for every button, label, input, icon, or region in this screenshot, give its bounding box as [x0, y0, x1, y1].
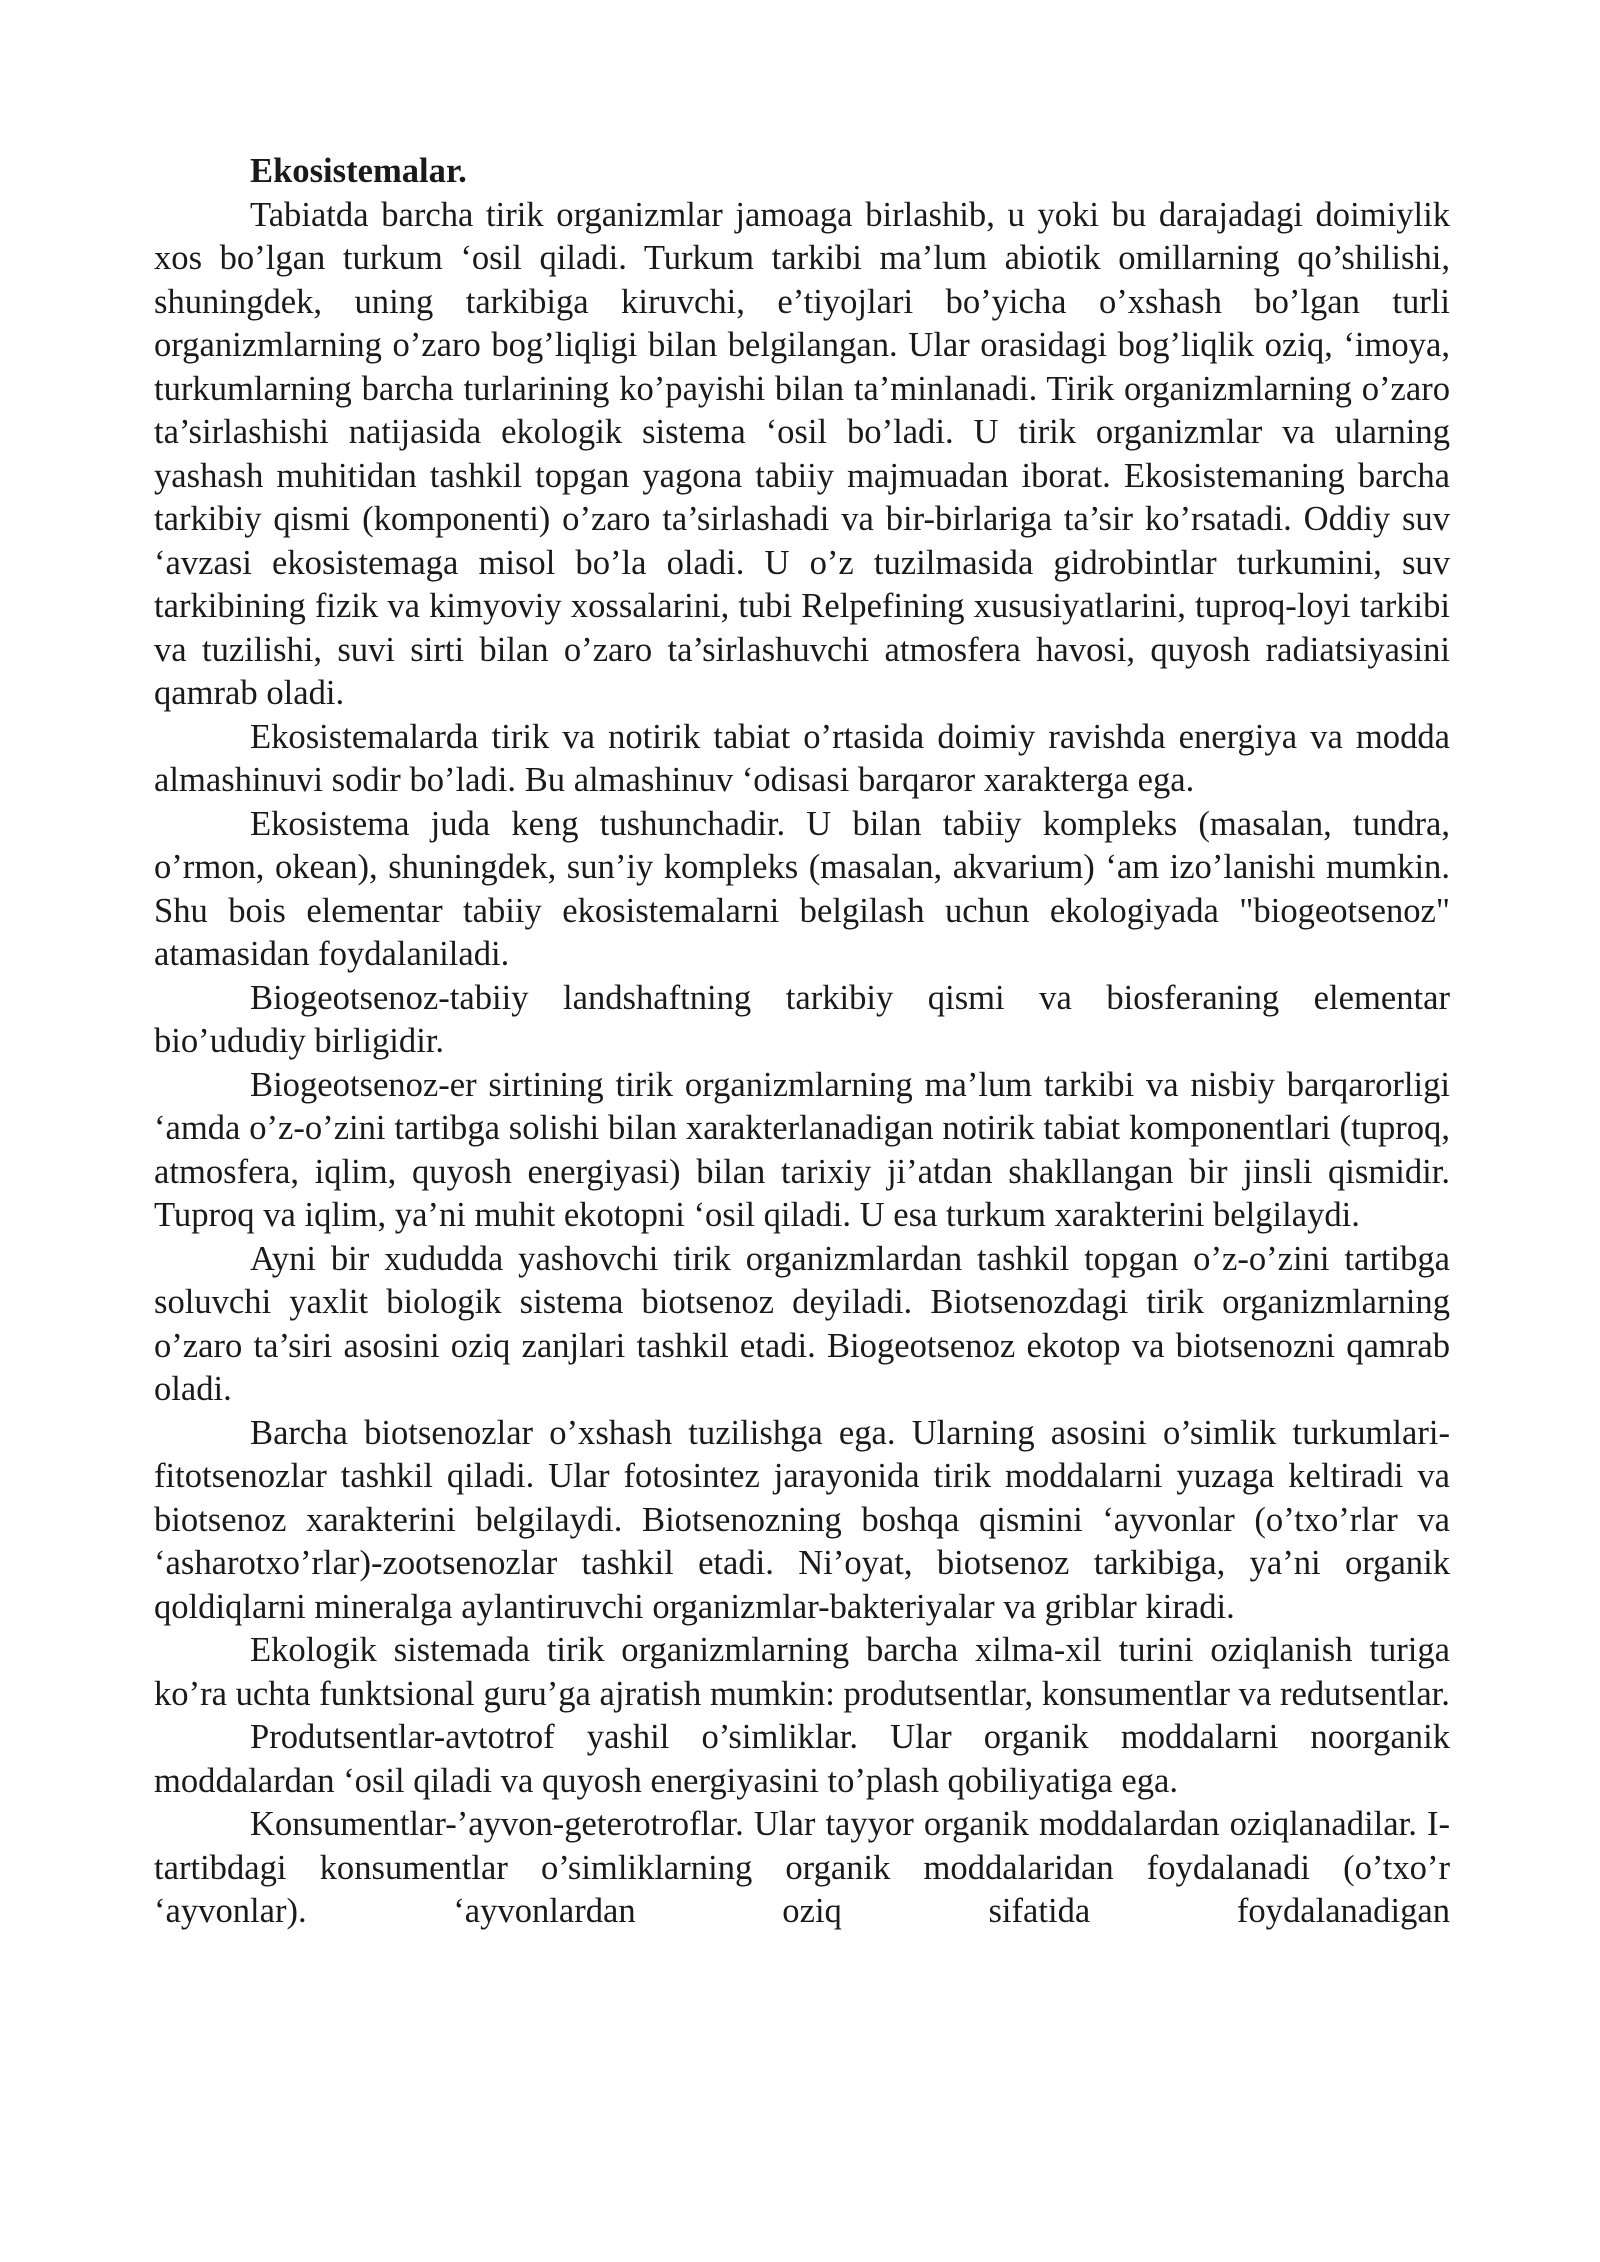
paragraph-6: Ayni bir xududda yashovchi tirik organizmlardan tashkil topgan o’z-o’zini tartibga soluvchi yaxlit biologik sistema biotsenoz deyiladi. Biotsenozdagi tirik organizmlarning o’zaro ta’siri asosini oziq zanjlari tashkil etadi. Biogeotsenoz ekotop va biotsenozni qamrab oladi.: [154, 1239, 1450, 1408]
document-title: Ekosistemalar.: [250, 152, 467, 190]
document-body: [154, 150, 1450, 1934]
paragraph-8: Ekologik sistemada tirik organizmlarning barcha xilma-xil turini oziqlanish turiga ko’ra uchta funktsional guru’ga ajratish mumkin: produtsentlar, konsumentlar va redutsentlar.: [154, 1631, 1450, 1713]
paragraph-4: Biogeotsenoz-tabiiy landshaftning tarkibiy qismi va biosferaning elementar bio’ududiy birligidir.: [154, 978, 1450, 1060]
paragraph-9: Produtsentlar-avtotrof yashil o’simliklar. Ular organik moddalarni noorganik moddalardan ‘osil qiladi va quyosh energiyasini to’plash qobiliyatiga ega.: [154, 1718, 1450, 1800]
paragraph-2: Ekosistemalarda tirik va notirik tabiat o’rtasida doimiy ravishda energiya va modda almashinuvi sodir bo’ladi. Bu almashinuv ‘odisasi barqaror xarakterga ega.: [154, 717, 1450, 799]
paragraph-7: Barcha biotsenozlar o’xshash tuzilishga ega. Ularning asosini o’simlik turkumlari-fitotsenozlar tashkil qiladi. Ular fotosintez jarayonida tirik moddalarni yuzaga keltiradi va biotsenoz xarakterini belgilaydi. Biotsenozning boshqa qismini ‘ayvonlar (o’txo’rlar va ‘asharotxo’rlar)-zootsenozlar tashkil etadi. Ni’oyat, biotsenoz tarkibiga, ya’ni organik qoldiqlarni mineralga aylantiruvchi organizmlar-bakteriyalar va griblar kiradi.: [154, 1413, 1450, 1626]
paragraph-3: Ekosistema juda keng tushunchadir. U bilan tabiiy kompleks (masalan, tundra, o’rmon, okean), shuningdek, sun’iy kompleks (masalan, akvarium) ‘am izo’lanishi mumkin. Shu bois elementar tabiiy ekosistemalarni belgilash uchun ekologiyada "biogeotsenoz" atamasidan foydalaniladi.: [154, 804, 1450, 973]
paragraph-10: Konsumentlar-’ayvon-geterotroflar. Ular tayyor organik moddalardan oziqlanadilar. I-tartibdagi konsumentlar o’simliklarning organik moddalaridan foydalanadi (o’txo’r ‘ayvonlar). ‘ayvonlardan oziq sifatida foydalanadigan: [154, 1805, 1450, 1930]
paragraph-1: Tabiatda barcha tirik organizmlar jamoaga birlashib, u yoki bu darajadagi doimiylik xos bo’lgan turkum ‘osil qiladi. Turkum tarkibi ma’lum abiotik omillarning qo’shilishi, shuningdek, uning tarkibiga kiruvchi, e’tiyojlari bo’yicha o’xshash bo’lgan turli organizmlarning o’zaro bog’liqligi bilan belgilangan. Ular orasidagi bog’liqlik oziq, ‘imoya, turkumlarning barcha turlarining ko’payishi bilan ta’minlanadi. Tirik organizmlarning o’zaro ta’sirlashishi natijasida ekologik sistema ‘osil bo’ladi. U tirik organizmlar va ularning yashash muhitidan tashkil topgan yagona tabiiy majmuadan iborat. Ekosistemaning barcha tarkibiy qismi (komponenti) o’zaro ta’sirlashadi va bir-birlariga ta’sir ko’rsatadi. Oddiy suv ‘avzasi ekosistemaga misol bo’la oladi. U o’z tuzilmasida gidrobintlar turkumini, suv tarkibining fizik va kimyoviy xossalarini, tubi Relpefining xususiyatlarini, tuproq-loyi tarkibi va tuzilishi, suvi sirti bilan o’zaro ta’sirlashuvchi atmosfera havosi, quyosh radiatsiyasini qamrab oladi.: [154, 195, 1450, 712]
paragraph-5: Biogeotsenoz-er sirtining tirik organizmlarning ma’lum tarkibi va nisbiy barqarorligi ‘amda o’z-o’zini tartibga solishi bilan xarakterlanadigan notirik tabiat komponentlari (tuproq, atmosfera, iqlim, quyosh energiyasi) bilan tarixiy ji’atdan shakllangan bir jinsli qismidir. Tuproq va iqlim, ya’ni muhit ekotopni ‘osil qiladi. U esa turkum xarakterini belgilaydi.: [154, 1065, 1450, 1234]
